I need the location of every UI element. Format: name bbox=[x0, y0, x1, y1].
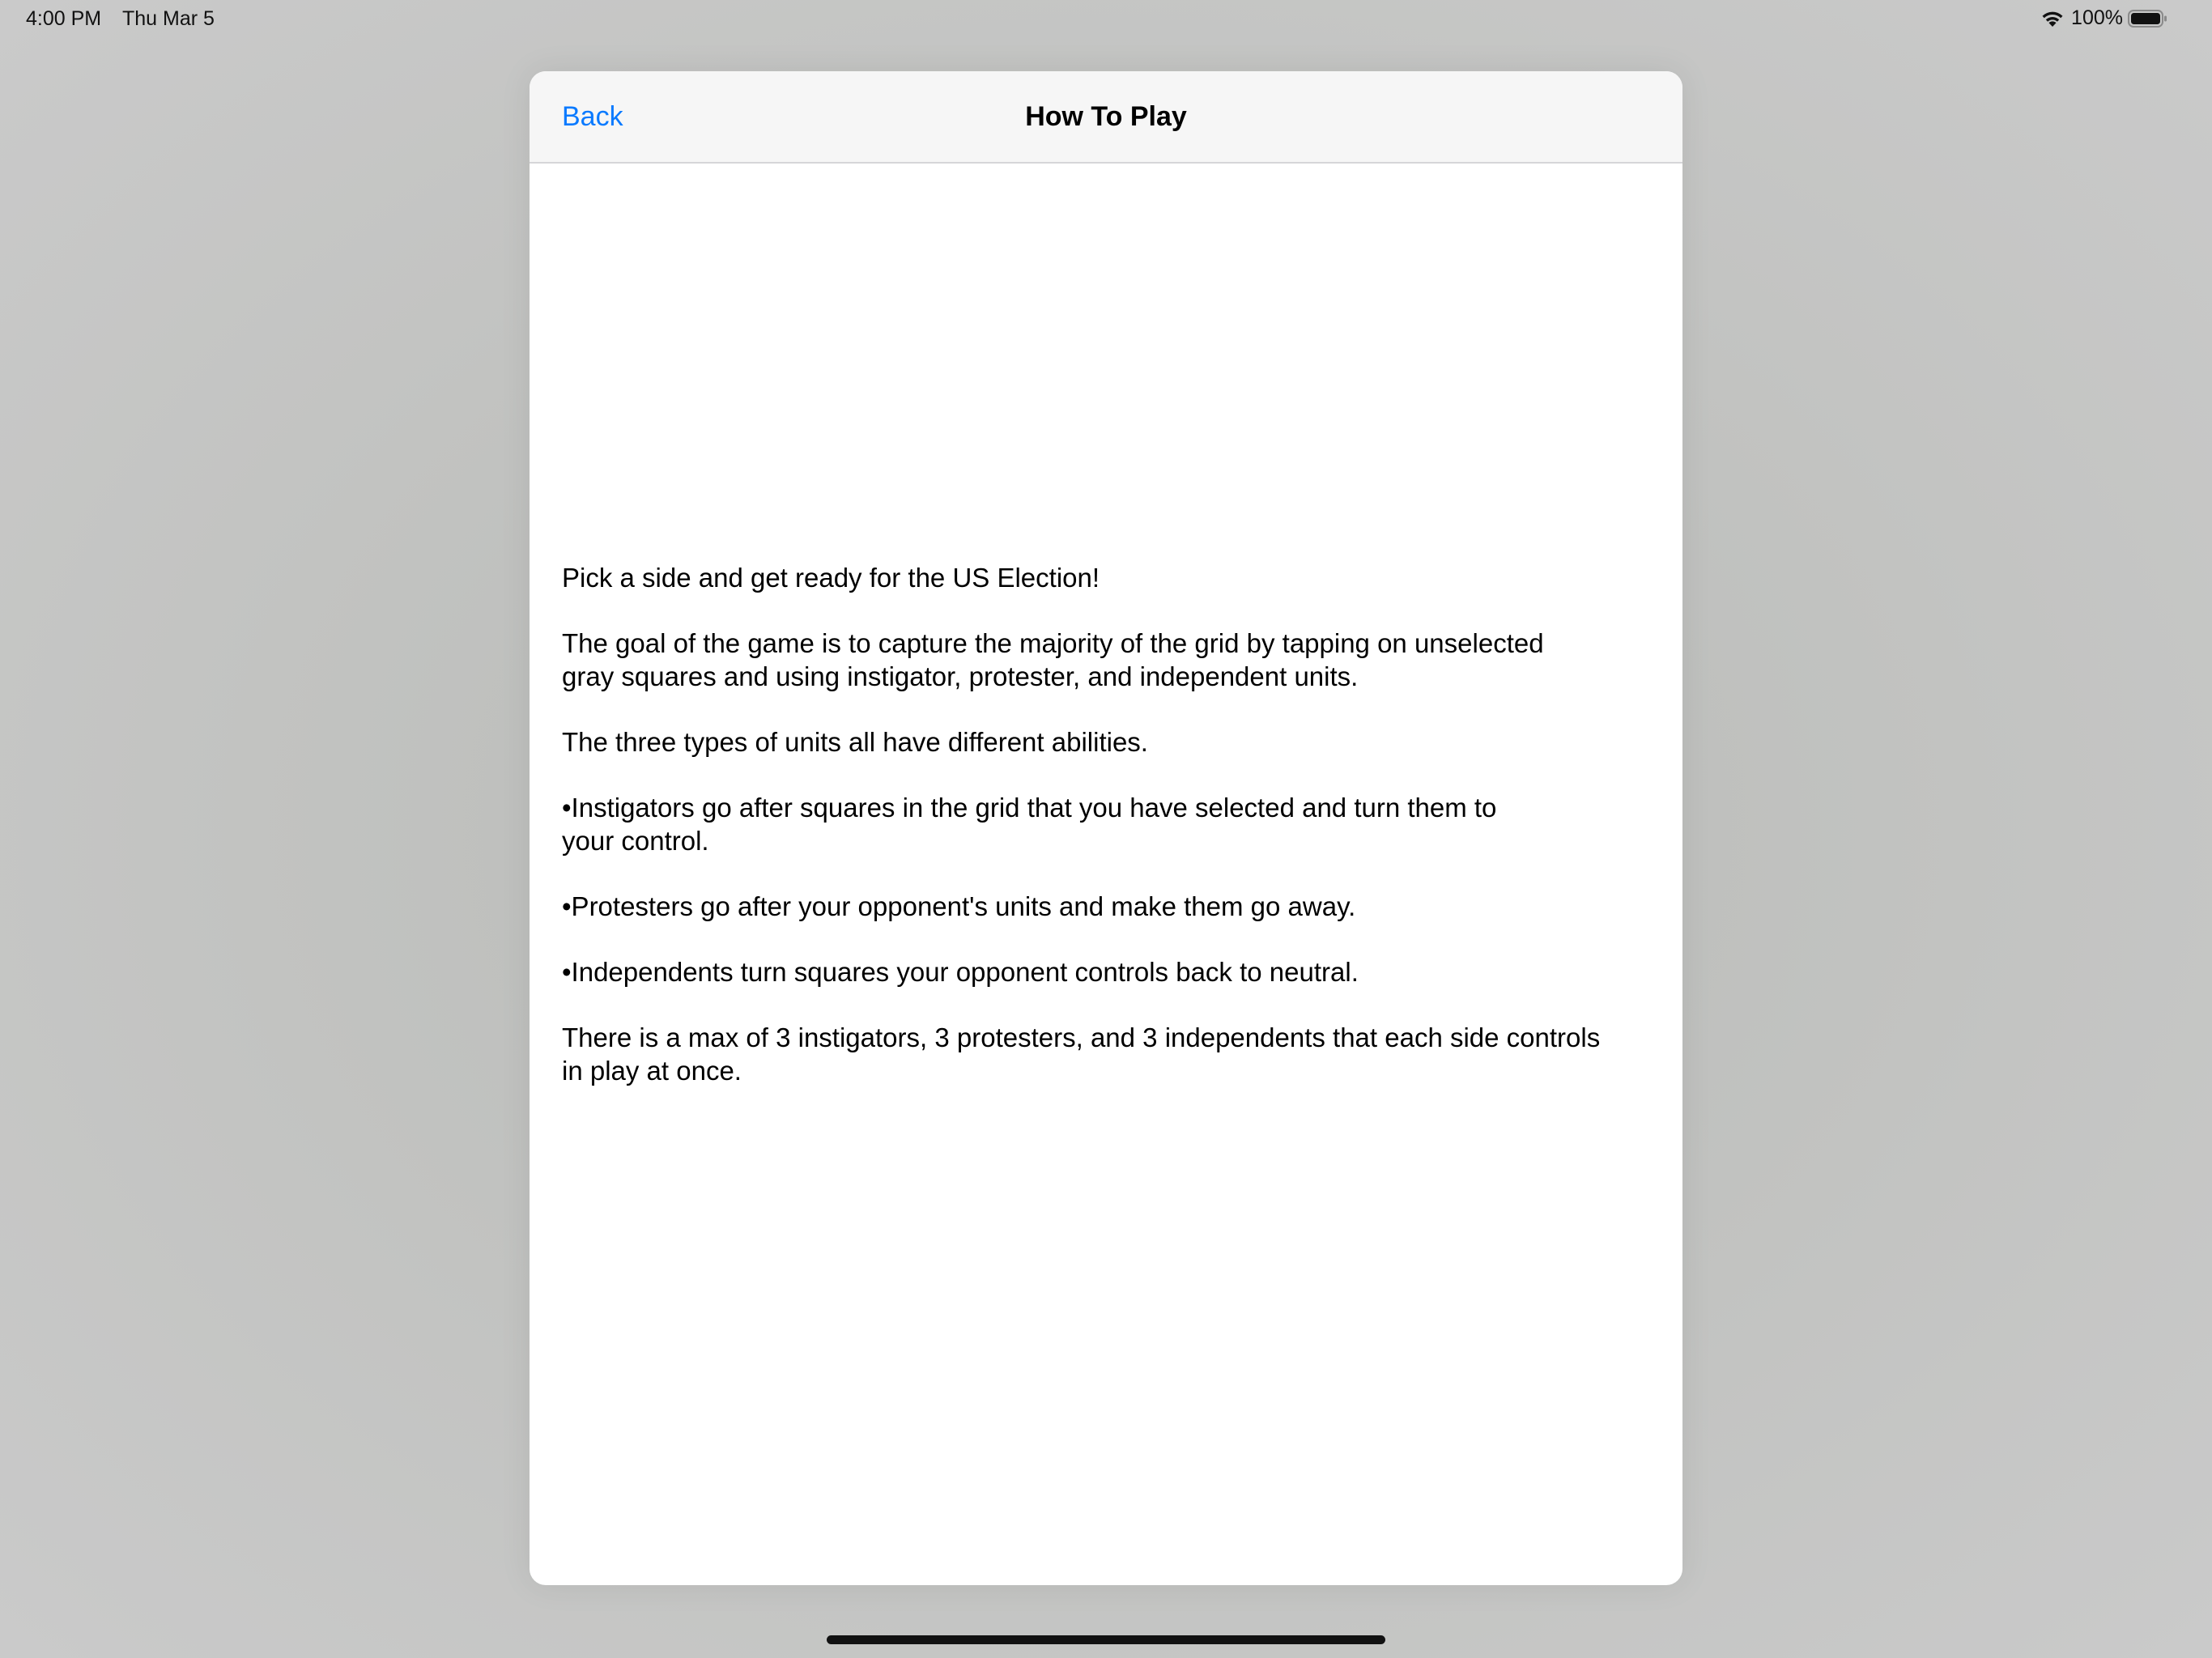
instructions-paragraph: •Protesters go after your opponent's units and make them go away. bbox=[562, 891, 1356, 921]
status-date: Thu Mar 5 bbox=[122, 7, 215, 30]
status-bar bbox=[0, 0, 2212, 39]
instructions-paragraph: •Instigators go after squares in the grid that you have selected and turn them to your control. bbox=[562, 793, 1497, 856]
instructions-paragraph: There is a max of 3 instigators, 3 protesters, and 3 independents that each side controls in play at once. bbox=[562, 1022, 1601, 1086]
instructions-paragraph: Pick a side and get ready for the US Election! bbox=[562, 563, 1100, 593]
instructions-paragraph: •Independents turn squares your opponent controls back to neutral. bbox=[562, 957, 1359, 987]
battery-percent: 100% bbox=[2071, 6, 2123, 29]
status-indicators bbox=[2040, 6, 2168, 30]
navigation-bar bbox=[530, 71, 1682, 164]
wifi-icon bbox=[2040, 9, 2065, 28]
how-to-play-sheet bbox=[530, 71, 1682, 1585]
instructions-text bbox=[562, 561, 1663, 1120]
instructions-paragraph: The goal of the game is to capture the majority of the grid by tapping on unselected gray squares and using instigator, protester, and independent units. bbox=[562, 628, 1544, 691]
status-time: 4:00 PM bbox=[26, 7, 102, 30]
home-indicator[interactable] bbox=[827, 1635, 1385, 1644]
battery-icon bbox=[2128, 9, 2168, 28]
instructions-paragraph: The three types of units all have different abilities. bbox=[562, 727, 1148, 757]
page-title: How To Play bbox=[1025, 101, 1187, 132]
back-button[interactable]: Back bbox=[562, 71, 623, 162]
